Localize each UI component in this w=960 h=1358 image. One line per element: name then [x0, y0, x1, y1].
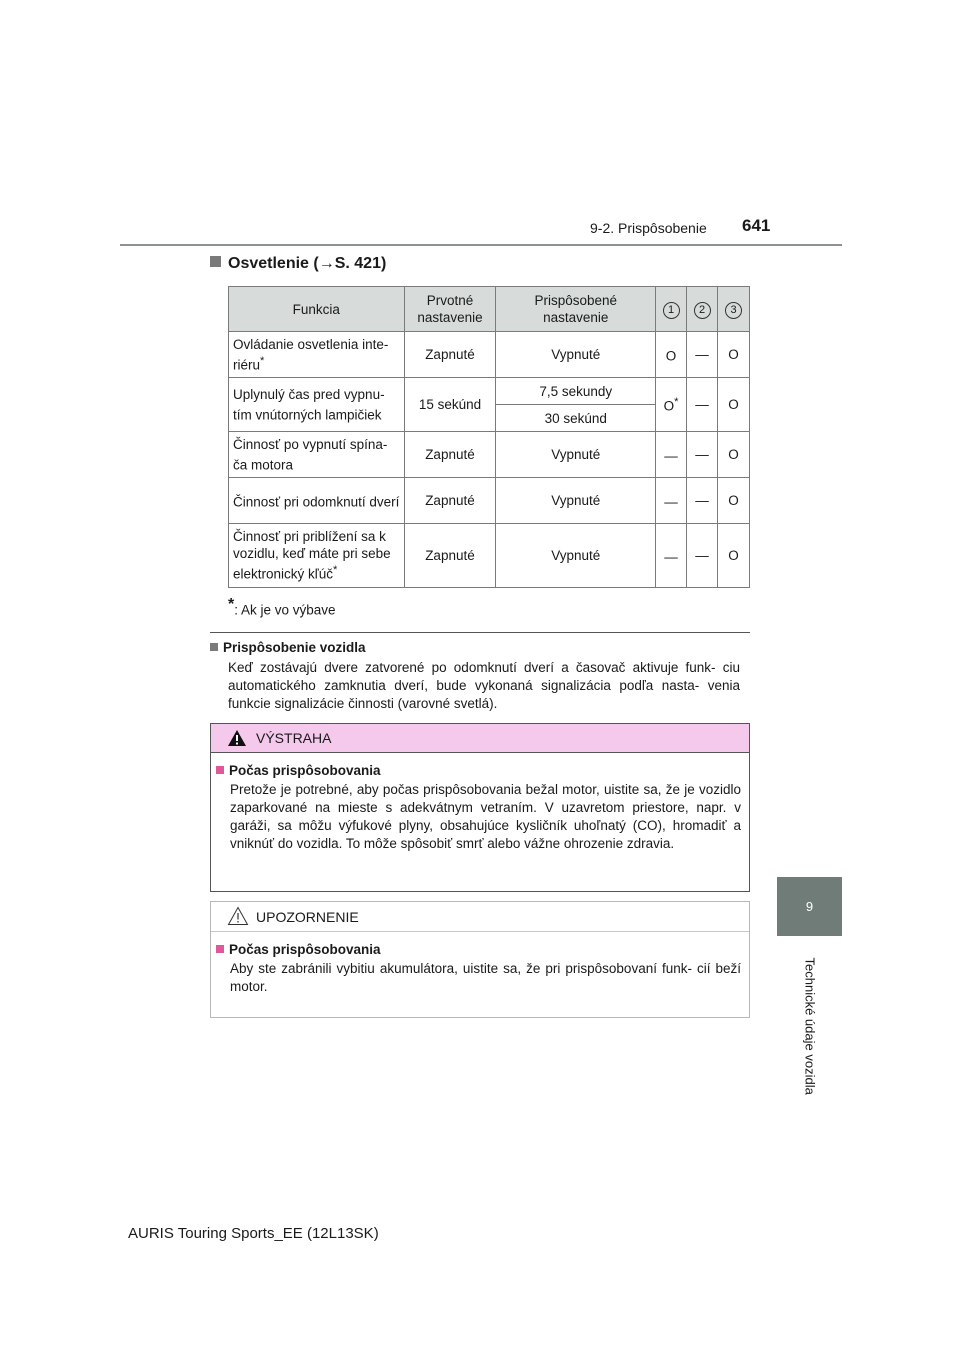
- col3-cell: O: [718, 478, 750, 524]
- initial-cell: Zapnuté: [404, 524, 496, 588]
- caution-subtitle: Počas prispôsobovania: [216, 942, 749, 957]
- custom-cell: Vypnuté: [496, 332, 656, 378]
- custom-cell: Vypnuté: [496, 524, 656, 588]
- warning-text: Pretože je potrebné, aby počas prispôsobovania bežal motor, uistite sa, že je vozidlo zaparkované na mieste s adekvátnym vetraním. V uzavretom priestore, napr. v garáži, sa môžu výfukové plyny, obsahujúce kysličník uhoľnatý (CO), hromadiť a vniknúť do vozidla. To môže spôsobiť smrť alebo vážne ohrozenie zdravia.: [230, 782, 741, 851]
- section-title: [210, 255, 386, 273]
- sub-section-text: Keď zostávajú dvere zatvorené po odomknutí dverí a časovač aktivuje funk- ciu automatického zamknutia dverí, bude vykonaná signalizácia podľa nasta- venia funkcie signalizácie činnosti (varovné svetlá).: [228, 660, 740, 711]
- custom-cell: 30 sekúnd: [496, 405, 656, 432]
- custom-cell: Vypnuté: [496, 478, 656, 524]
- chapter-label: Technické údaje vozidla: [802, 957, 818, 1095]
- function-cell: Činnosť po vypnutí spína- ča motora: [229, 432, 405, 478]
- col1-cell: —: [656, 524, 687, 588]
- warning-header: [211, 724, 749, 753]
- settings-table: [228, 286, 750, 588]
- circled-3-icon: 3: [725, 302, 742, 319]
- warning-triangle-icon: [227, 729, 247, 747]
- table-header-row: [229, 287, 750, 332]
- col2-cell: —: [687, 524, 718, 588]
- header-col-1: [656, 287, 687, 332]
- table-row: [229, 332, 750, 378]
- col3-cell: O: [718, 378, 750, 432]
- header-function: Funkcia: [229, 287, 405, 332]
- header-section-title: 9-2. Prispôsobenie: [590, 220, 707, 236]
- warning-box: [210, 723, 750, 892]
- caution-triangle-icon: [227, 906, 249, 926]
- caution-box: [210, 901, 750, 1018]
- initial-cell: Zapnuté: [404, 332, 496, 378]
- caution-header: [211, 902, 749, 932]
- initial-cell: 15 sekúnd: [404, 378, 496, 432]
- col2-cell: —: [687, 332, 718, 378]
- caution-text: Aby ste zabránili vybitiu akumulátora, uistite sa, že pri prispôsobovaní funk- cií beží motor.: [230, 961, 741, 994]
- caution-label: UPOZORNENIE: [256, 909, 359, 925]
- header-initial: Prvotné nastavenie: [404, 287, 496, 332]
- header-divider: [120, 244, 842, 246]
- chapter-tab: [777, 877, 842, 936]
- footnote-asterisk: *: [228, 596, 235, 613]
- chapter-number: 9: [805, 899, 814, 914]
- table-row: [229, 524, 750, 588]
- function-cell: Činnosť pri priblížení sa k vozidlu, keď máte pri sebe elektronický kľúč*: [229, 524, 405, 588]
- square-bullet-icon: [216, 766, 224, 774]
- function-cell: Uplynulý čas pred vypnu- tím vnútorných lampičiek: [229, 378, 405, 432]
- col2-cell: —: [687, 478, 718, 524]
- col1-cell: O*: [656, 378, 687, 432]
- section-title-text: Osvetlenie (→S. 421): [228, 255, 387, 272]
- col2-cell: —: [687, 378, 718, 432]
- function-cell: Ovládanie osvetlenia inte- riéru*: [229, 332, 405, 378]
- footnote-mark: *: [332, 564, 338, 577]
- col3-cell: O: [718, 524, 750, 588]
- footnote-mark: *: [260, 354, 265, 367]
- col3-cell: O: [718, 332, 750, 378]
- table-row: [229, 378, 750, 405]
- header-custom: Prispôsobené nastavenie: [496, 287, 656, 332]
- custom-cell: Vypnuté: [496, 432, 656, 478]
- warning-label: VÝSTRAHA: [256, 730, 332, 746]
- footnote-text: : Ak je vo výbave: [234, 602, 336, 618]
- col3-cell: O: [718, 432, 750, 478]
- square-bullet-icon: [210, 643, 218, 651]
- col1-cell: —: [656, 432, 687, 478]
- table-footnote: [228, 596, 336, 618]
- circled-2-icon: 2: [694, 302, 711, 319]
- footnote-mark: *: [674, 396, 679, 409]
- section-divider: [210, 632, 750, 633]
- header-col-3: [718, 287, 750, 332]
- sub-section-title: Prispôsobenie vozidla: [210, 640, 366, 655]
- square-bullet-icon: [210, 256, 221, 267]
- page-number: 641: [742, 216, 771, 235]
- square-bullet-icon: [216, 945, 224, 953]
- col1-cell: —: [656, 478, 687, 524]
- initial-cell: Zapnuté: [404, 432, 496, 478]
- table-row: [229, 478, 750, 524]
- table-row: [229, 432, 750, 478]
- col2-cell: —: [687, 432, 718, 478]
- function-cell: Činnosť pri odomknutí dverí: [229, 478, 405, 524]
- initial-cell: Zapnuté: [404, 478, 496, 524]
- col1-cell: O: [656, 332, 687, 378]
- footer-model: AURIS Touring Sports_EE (12L13SK): [128, 1225, 379, 1242]
- circled-1-icon: 1: [663, 302, 680, 319]
- header-col-2: [687, 287, 718, 332]
- warning-subtitle: Počas prispôsobovania: [216, 763, 749, 778]
- custom-cell: 7,5 sekundy: [496, 378, 656, 405]
